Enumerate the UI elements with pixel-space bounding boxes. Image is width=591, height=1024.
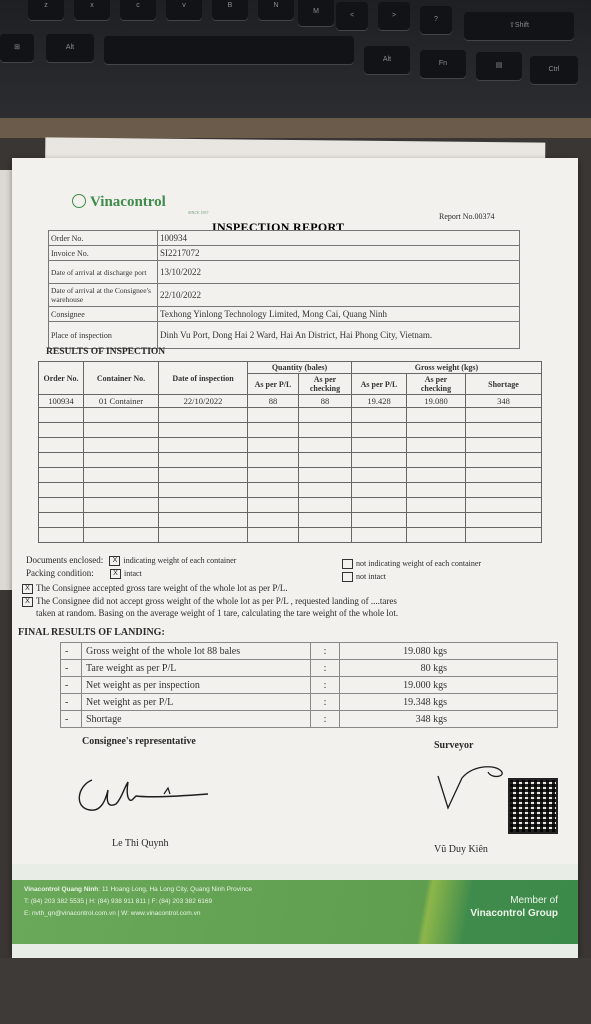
info-row <box>49 231 520 246</box>
table-row-empty <box>39 453 542 468</box>
results-heading: RESULTS OF INSPECTION <box>46 347 166 357</box>
cell-gw-checking: 19.080 <box>407 395 466 408</box>
final-row <box>61 677 558 694</box>
statement-1-checkbox[interactable]: X <box>22 584 33 594</box>
key-win: ⊞ <box>0 34 34 62</box>
statement-2-checkbox[interactable]: X <box>22 597 33 607</box>
key-z: z <box>28 0 64 20</box>
consignee-representative-label: Consignee's representative <box>82 736 196 747</box>
vinacontrol-logo: Vinacontrol <box>72 194 166 211</box>
final-value: 80 kgs <box>340 660 558 677</box>
qr-code-icon <box>508 778 558 834</box>
key-x: x <box>74 0 110 20</box>
col-order-no: Order No. <box>39 362 84 395</box>
packing-option-2-row <box>342 572 386 582</box>
table-row-empty <box>39 408 542 423</box>
statement-2-text: The Consignee did not accept gross weight of the whole lot as per P/L , requested landing of ....tares <box>36 596 397 606</box>
final-dash: - <box>61 677 82 694</box>
col-container-no: Container No. <box>84 362 159 395</box>
col-gross-weight-group: Gross weight (kgs) <box>352 362 542 374</box>
final-label: Net weight as per inspection <box>82 677 311 694</box>
final-colon: : <box>311 711 340 728</box>
key-alt-right: Alt <box>364 46 410 74</box>
key-menu: ▤ <box>476 52 522 80</box>
final-dash: - <box>61 694 82 711</box>
col-gw-checking: As per checking <box>407 374 466 395</box>
footer-member <box>470 894 558 920</box>
documents-enclosed <box>26 555 236 566</box>
documents-option-1: indicating weight of each container <box>123 556 237 565</box>
info-label: Place of inspection <box>49 322 158 349</box>
info-row <box>49 307 520 322</box>
statement-not-accepted <box>22 596 397 607</box>
col-shortage: Shortage <box>466 374 542 395</box>
key-b: B <box>212 0 248 20</box>
key-space <box>104 36 354 64</box>
final-dash: - <box>61 643 82 660</box>
info-value: SI2217072 <box>158 246 520 261</box>
final-label: Gross weight of the whole lot 88 bales <box>82 643 311 660</box>
final-dash: - <box>61 660 82 677</box>
info-value: 100934 <box>158 231 520 246</box>
footer-address: Vinacontrol Quang Ninh: 11 Hoang Long, Ha Long City, Quang Ninh Province <box>24 886 252 893</box>
key-lt: < <box>336 2 368 30</box>
statement-2-continued: taken at random. Basing on the average weight of 1 tare, calculating the tare weight of the whole lot. <box>36 608 399 618</box>
packing-option-1: intact <box>124 569 142 578</box>
info-value: 22/10/2022 <box>158 284 520 307</box>
member-label: Member of <box>510 895 558 906</box>
key-gt: > <box>378 2 410 30</box>
documents-option-2-row <box>342 559 481 569</box>
member-group: Vinacontrol Group <box>470 908 558 919</box>
table-row-empty <box>39 423 542 438</box>
key-n: N <box>258 0 294 20</box>
col-qty-checking: As per checking <box>299 374 352 395</box>
documents-checkbox-checked[interactable]: X <box>109 556 120 566</box>
final-label: Shortage <box>82 711 311 728</box>
consignee-signature <box>72 768 212 818</box>
col-date: Date of inspection <box>159 362 248 395</box>
report-number: Report No.00374 <box>439 212 495 221</box>
final-value: 19.080 kgs <box>340 643 558 660</box>
info-row <box>49 284 520 307</box>
info-table <box>48 230 520 349</box>
consignee-name: Le Thi Quynh <box>112 838 169 849</box>
laptop-keyboard <box>0 0 591 118</box>
info-label: Invoice No. <box>49 246 158 261</box>
key-ctrl: Ctrl <box>530 56 578 84</box>
inspection-report-page <box>12 158 578 958</box>
final-row <box>61 711 558 728</box>
col-quantity-group: Quantity (bales) <box>248 362 352 374</box>
results-table <box>38 361 542 543</box>
final-value: 19.000 kgs <box>340 677 558 694</box>
packing-checkbox-unchecked[interactable] <box>342 572 353 582</box>
table-row <box>39 395 542 408</box>
table-row-empty <box>39 483 542 498</box>
desk-edge <box>0 118 591 138</box>
documents-option-2: not indicating weight of each container <box>356 559 482 568</box>
packing-checkbox-checked[interactable]: X <box>110 569 121 579</box>
final-colon: : <box>311 660 340 677</box>
cell-container-no: 01 Container <box>84 395 159 408</box>
table-row-empty <box>39 528 542 543</box>
documents-label: Documents enclosed: <box>26 555 104 565</box>
packing-option-2: not intact <box>356 572 386 581</box>
final-row <box>61 660 558 677</box>
info-value: Dinh Vu Port, Dong Hai 2 Ward, Hai An District, Hai Phong City, Vietnam. <box>158 322 520 349</box>
info-label: Date of arrival at the Consignee's warehouse <box>49 284 158 307</box>
key-alt-left: Alt <box>46 34 94 62</box>
final-colon: : <box>311 643 340 660</box>
col-gw-pl: As per P/L <box>352 374 407 395</box>
footer-band <box>12 880 578 944</box>
cell-qty-pl: 88 <box>248 395 299 408</box>
final-row <box>61 694 558 711</box>
key-fn: Fn <box>420 50 466 78</box>
key-c: c <box>120 0 156 20</box>
info-value: Texhong Yinlong Technology Limited, Mong Cai, Quang Ninh <box>158 307 520 322</box>
final-results-table <box>60 642 558 728</box>
footer-email: E: nvth_qn@vinacontrol.com.vn | W: www.vinacontrol.com.vn <box>24 910 201 917</box>
final-value: 348 kgs <box>340 711 558 728</box>
final-colon: : <box>311 677 340 694</box>
packing-condition <box>26 568 142 579</box>
surveyor-name: Vũ Duy Kiên <box>434 844 488 855</box>
table-row-empty <box>39 438 542 453</box>
final-results-heading: FINAL RESULTS OF LANDING: <box>18 627 165 638</box>
cell-shortage: 348 <box>466 395 542 408</box>
statement-accepted <box>22 583 288 594</box>
packing-label: Packing condition: <box>26 568 94 578</box>
key-v: v <box>166 0 202 20</box>
final-value: 19.348 kgs <box>340 694 558 711</box>
final-colon: : <box>311 694 340 711</box>
info-value: 13/10/2022 <box>158 261 520 284</box>
cell-qty-checking: 88 <box>299 395 352 408</box>
page-footer <box>12 864 578 958</box>
info-label: Order No. <box>49 231 158 246</box>
key-question: ? <box>420 6 452 34</box>
cell-date: 22/10/2022 <box>159 395 248 408</box>
footer-phones: T: (84) 203 382 5535 | H: (84) 938 911 811 | F: (84) 203 382 6169 <box>24 898 213 905</box>
final-dash: - <box>61 711 82 728</box>
final-label: Tare weight as per P/L <box>82 660 311 677</box>
final-row <box>61 643 558 660</box>
statement-1-text: The Consignee accepted gross tare weight of the whole lot as per P/L. <box>36 583 288 593</box>
table-row-empty <box>39 468 542 483</box>
table-row-empty <box>39 498 542 513</box>
cell-gw-pl: 19.428 <box>352 395 407 408</box>
table-surface <box>0 958 591 1024</box>
final-label: Net weight as per P/L <box>82 694 311 711</box>
info-row <box>49 261 520 284</box>
surveyor-label: Surveyor <box>434 740 474 751</box>
key-m: M <box>298 0 334 26</box>
logo-subtitle: SINCE 1957 <box>188 210 209 215</box>
info-label: Consignee <box>49 307 158 322</box>
info-row <box>49 322 520 349</box>
cell-order-no: 100934 <box>39 395 84 408</box>
key-shift: ⇧Shift <box>464 12 574 40</box>
documents-checkbox-unchecked[interactable] <box>342 559 353 569</box>
table-row-empty <box>39 513 542 528</box>
info-label: Date of arrival at discharge port <box>49 261 158 284</box>
report-title: INSPECTION REPORT <box>212 220 345 234</box>
info-row <box>49 246 520 261</box>
col-qty-pl: As per P/L <box>248 374 299 395</box>
